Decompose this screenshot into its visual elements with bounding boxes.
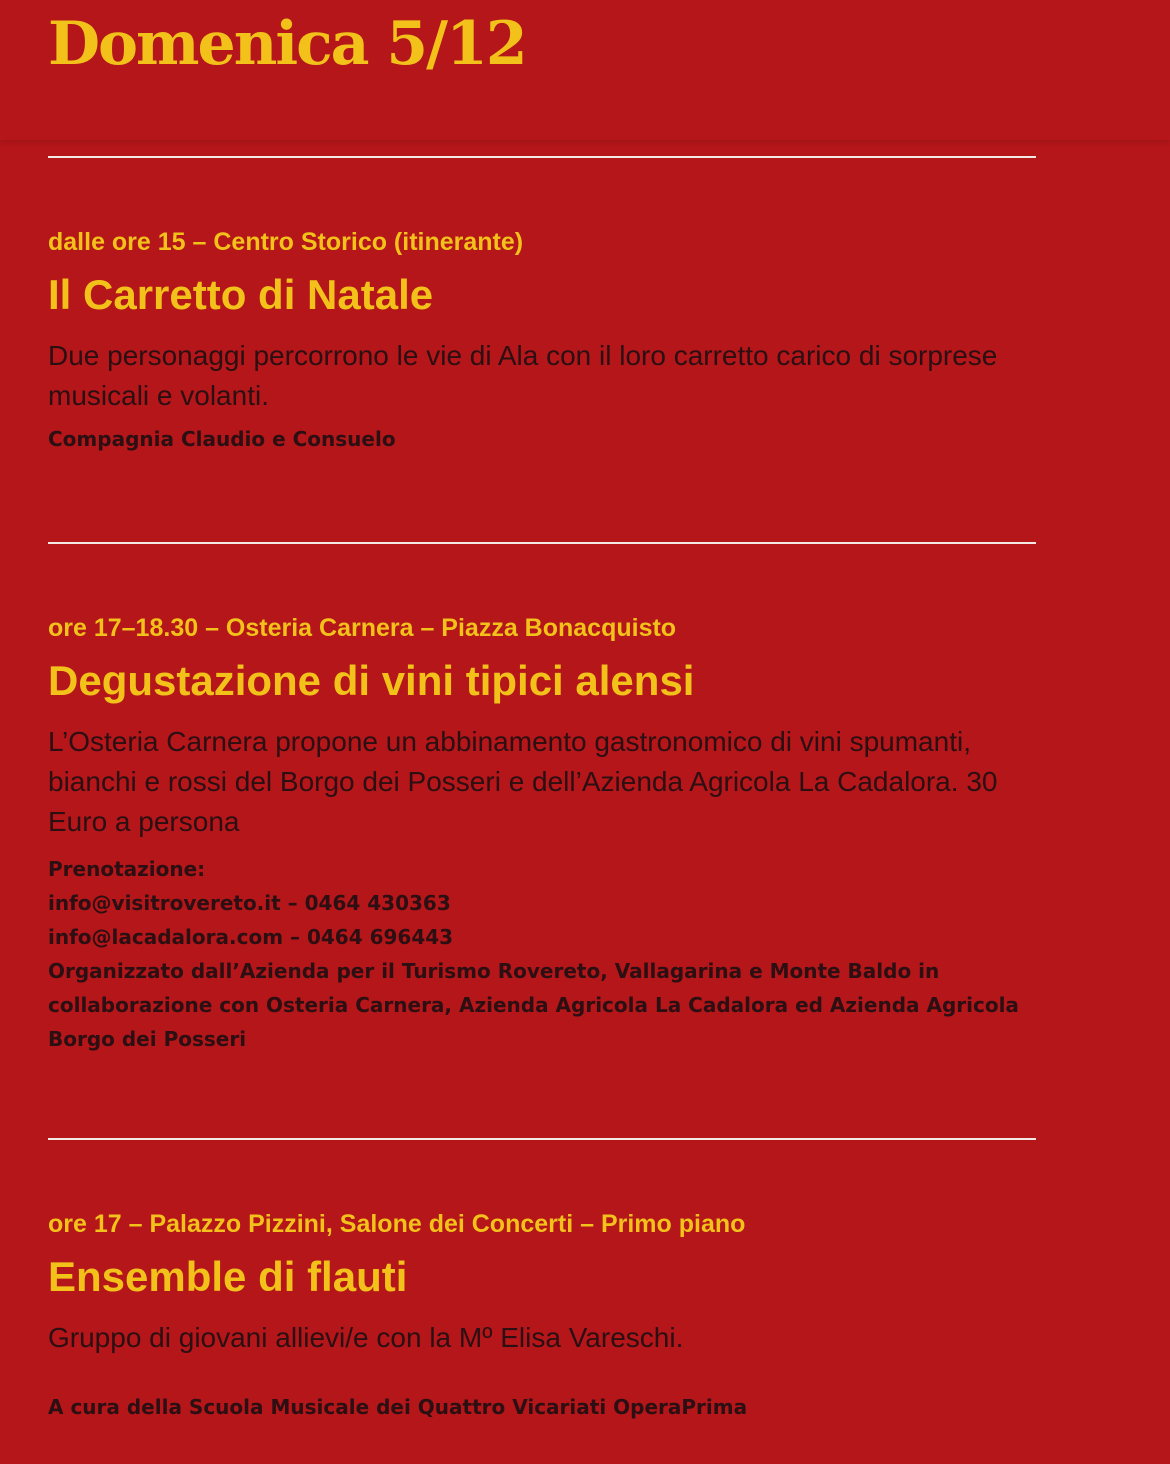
page-header (0, 0, 1170, 140)
event-title[interactable]: Ensemble di flauti (48, 1253, 408, 1300)
organizer-note: Organizzato dall’Azienda per il Turismo Rovereto, Vallagarina e Monte Baldo in collaborazione con Osteria Carnera, Azienda Agricola La Cadalora ed Azienda Agricola Borgo dei Posseri (48, 959, 1019, 1051)
event-time-location: ore 17–18.30 – Osteria Carnera – Piazza Bonacquisto (48, 614, 677, 642)
event-credit (48, 852, 1036, 1056)
day-title: Domenica 5/12 (48, 9, 526, 79)
event-credit (48, 422, 1036, 456)
credit-line: Compagnia Claudio e Consuelo (48, 427, 396, 451)
event-time-location: dalle ore 15 – Centro Storico (itinerante) (48, 228, 524, 256)
event-item (48, 1138, 1036, 1424)
event-list (48, 156, 1036, 1424)
event-item (48, 542, 1036, 1138)
event-item (48, 156, 1036, 542)
booking-contact-link[interactable]: info@visitrovereto.it – 0464 430363 (48, 891, 451, 915)
event-description: Due personaggi percorrono le vie di Ala con il loro carretto carico di sorprese musicali e volanti. (48, 340, 998, 411)
booking-contact-link[interactable]: info@lacadalora.com – 0464 696443 (48, 925, 454, 949)
event-title[interactable]: Il Carretto di Natale (48, 271, 434, 318)
event-description: L’Osteria Carnera propone un abbinamento gastronomico di vini spumanti, bianchi e rossi del Borgo dei Posseri e dell’Azienda Agricola La Cadalora. 30 Euro a persona (48, 726, 998, 837)
booking-label: Prenotazione: (48, 857, 206, 881)
credit-line: A cura della Scuola Musicale dei Quattro Vicariati OperaPrima (48, 1395, 748, 1419)
event-time-location: ore 17 – Palazzo Pizzini, Salone dei Concerti – Primo piano (48, 1210, 746, 1238)
event-title[interactable]: Degustazione di vini tipici alensi (48, 657, 695, 704)
event-description: Gruppo di giovani allievi/e con la Mº Elisa Vareschi. (48, 1322, 684, 1353)
event-credit (48, 1390, 1036, 1424)
